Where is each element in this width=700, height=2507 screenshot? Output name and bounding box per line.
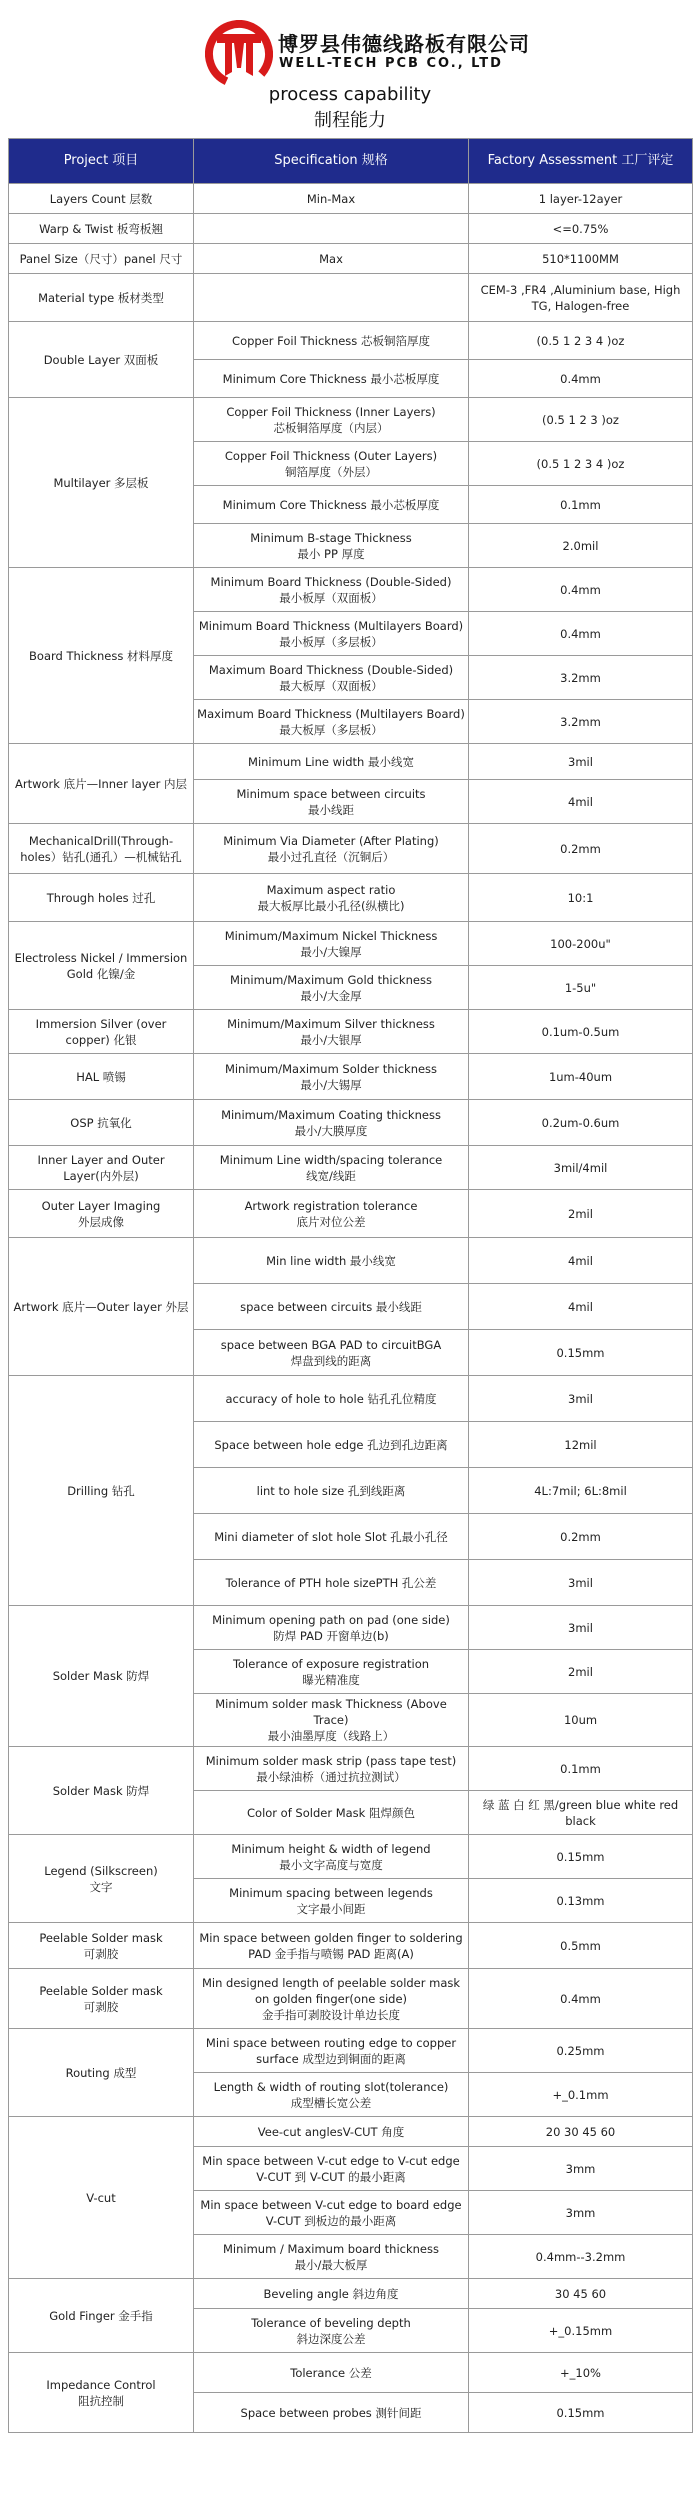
specification-cell: Mini diameter of slot hole Slot 孔最小孔径 xyxy=(194,1514,469,1560)
project-cell: Warp & Twist 板弯板翘 xyxy=(9,214,194,244)
assessment-cell: 0.4mm--3.2mm xyxy=(469,2235,693,2279)
assessment-cell: 3.2mm xyxy=(469,700,693,744)
project-cell: Through holes 过孔 xyxy=(9,874,194,922)
assessment-cell: (0.5 1 2 3 4 )oz xyxy=(469,442,693,486)
specification-cell: Vee-cut anglesV-CUT 角度 xyxy=(194,2117,469,2147)
table-row xyxy=(9,2279,693,2309)
assessment-cell: 510*1100MM xyxy=(469,244,693,274)
assessment-cell: 3mil xyxy=(469,1560,693,1606)
specification-cell: Minimum B-stage Thickness 最小 PP 厚度 xyxy=(194,524,469,568)
assessment-cell: 4L:7mil; 6L:8mil xyxy=(469,1468,693,1514)
specification-cell: Max xyxy=(194,244,469,274)
table-row xyxy=(9,568,693,612)
project-cell: Artwork 底片—Outer layer 外层 xyxy=(9,1238,194,1376)
table-row xyxy=(9,1146,693,1190)
header-assessment: Factory Assessment 工厂评定 xyxy=(469,139,693,184)
project-cell: Impedance Control 阻抗控制 xyxy=(9,2353,194,2433)
project-cell: V-cut xyxy=(9,2117,194,2279)
table-row xyxy=(9,214,693,244)
project-cell: OSP 抗氧化 xyxy=(9,1100,194,1146)
assessment-cell: 1 layer-12ayer xyxy=(469,184,693,214)
specification-cell: Color of Solder Mask 阻焊颜色 xyxy=(194,1791,469,1835)
project-cell: Panel Size（尺寸）panel 尺寸 xyxy=(9,244,194,274)
project-cell: Layers Count 层数 xyxy=(9,184,194,214)
table-row xyxy=(9,874,693,922)
project-cell: Material type 板材类型 xyxy=(9,274,194,322)
assessment-cell: 绿 蓝 白 红 黑/green blue white red black xyxy=(469,1791,693,1835)
assessment-cell: +_0.15mm xyxy=(469,2309,693,2353)
specification-cell: Tolerance of beveling depth 斜边深度公差 xyxy=(194,2309,469,2353)
project-cell: Legend (Silkscreen) 文字 xyxy=(9,1835,194,1923)
assessment-cell: 0.4mm xyxy=(469,1969,693,2029)
table-row xyxy=(9,1100,693,1146)
specification-cell: Minimum Via Diameter (After Plating) 最小过孔直径（沉铜后） xyxy=(194,824,469,874)
specification-cell: space between circuits 最小线距 xyxy=(194,1284,469,1330)
assessment-cell: 3mm xyxy=(469,2191,693,2235)
table-row xyxy=(9,1923,693,1969)
assessment-cell: 1um-40um xyxy=(469,1054,693,1100)
company-logo-icon xyxy=(205,20,273,88)
table-row xyxy=(9,1747,693,1791)
table-row xyxy=(9,824,693,874)
company-name-en: WELL-TECH PCB CO., LTD xyxy=(279,56,503,71)
assessment-cell: 3mm xyxy=(469,2147,693,2191)
specification-cell: Maximum aspect ratio 最大板厚比最小孔径(纵横比) xyxy=(194,874,469,922)
specification-cell xyxy=(194,274,469,322)
assessment-cell: 4mil xyxy=(469,1238,693,1284)
assessment-cell: 0.1mm xyxy=(469,1747,693,1791)
specification-cell: Copper Foil Thickness (Inner Layers) 芯板铜箔厚度（内层） xyxy=(194,398,469,442)
specification-cell: Minimum/Maximum Silver thickness 最小/大银厚 xyxy=(194,1010,469,1054)
assessment-cell: 0.15mm xyxy=(469,1835,693,1879)
assessment-cell: 0.2mm xyxy=(469,824,693,874)
specification-cell: Minimum solder mask Thickness (Above Trace) 最小油墨厚度（线路上） xyxy=(194,1694,469,1747)
specification-cell: Min-Max xyxy=(194,184,469,214)
assessment-cell: 2mil xyxy=(469,1650,693,1694)
specification-cell: Min line width 最小线宽 xyxy=(194,1238,469,1284)
specification-cell: accuracy of hole to hole 钻孔孔位精度 xyxy=(194,1376,469,1422)
specification-cell: Space between hole edge 孔边到孔边距离 xyxy=(194,1422,469,1468)
specification-cell: Minimum solder mask strip (pass tape test) 最小绿油桥（通过抗拉测试） xyxy=(194,1747,469,1791)
assessment-cell: 0.4mm xyxy=(469,568,693,612)
table-row xyxy=(9,1010,693,1054)
specification-cell xyxy=(194,214,469,244)
assessment-cell: <=0.75% xyxy=(469,214,693,244)
table-row xyxy=(9,398,693,442)
specification-cell: Minimum Line width 最小线宽 xyxy=(194,744,469,780)
specification-cell: Maximum Board Thickness (Double-Sided) 最大板厚（双面板） xyxy=(194,656,469,700)
assessment-cell: 0.15mm xyxy=(469,2393,693,2433)
assessment-cell: 0.2um-0.6um xyxy=(469,1100,693,1146)
specification-cell: Beveling angle 斜边角度 xyxy=(194,2279,469,2309)
assessment-cell: 4mil xyxy=(469,1284,693,1330)
table-row xyxy=(9,1969,693,2029)
table-row xyxy=(9,1376,693,1422)
table-row xyxy=(9,244,693,274)
project-cell: Drilling 钻孔 xyxy=(9,1376,194,1606)
assessment-cell: 0.1um-0.5um xyxy=(469,1010,693,1054)
assessment-cell: 100-200u" xyxy=(469,922,693,966)
project-cell: Peelable Solder mask 可剥胶 xyxy=(9,1969,194,2029)
page-title-en: process capability xyxy=(268,84,432,105)
table-row xyxy=(9,1054,693,1100)
assessment-cell: 0.1mm xyxy=(469,486,693,524)
page-title-cn: 制程能力 xyxy=(314,110,386,131)
specification-cell: Min space between V-cut edge to board edge V-CUT 到板边的最小距离 xyxy=(194,2191,469,2235)
assessment-cell: 20 30 45 60 xyxy=(469,2117,693,2147)
table-row xyxy=(9,744,693,780)
assessment-cell: 10:1 xyxy=(469,874,693,922)
assessment-cell: 3mil/4mil xyxy=(469,1146,693,1190)
specification-cell: Minimum Line width/spacing tolerance 线宽/线距 xyxy=(194,1146,469,1190)
table-row xyxy=(9,1238,693,1284)
assessment-cell: (0.5 1 2 3 4 )oz xyxy=(469,322,693,360)
project-cell: Board Thickness 材料厚度 xyxy=(9,568,194,744)
table-row xyxy=(9,184,693,214)
project-cell: Routing 成型 xyxy=(9,2029,194,2117)
assessment-cell: 3.2mm xyxy=(469,656,693,700)
specification-cell: Length & width of routing slot(tolerance) 成型槽长宽公差 xyxy=(194,2073,469,2117)
table-body xyxy=(9,184,693,2433)
table-row xyxy=(9,922,693,966)
specification-cell: Copper Foil Thickness (Outer Layers) 铜箔厚度（外层） xyxy=(194,442,469,486)
capability-table xyxy=(8,138,693,2433)
assessment-cell: 0.25mm xyxy=(469,2029,693,2073)
project-cell: Solder Mask 防焊 xyxy=(9,1606,194,1747)
specification-cell: Minimum opening path on pad (one side) 防焊 PAD 开窗单边(b) xyxy=(194,1606,469,1650)
project-cell: Double Layer 双面板 xyxy=(9,322,194,398)
table-row xyxy=(9,2029,693,2073)
specification-cell: Minimum/Maximum Coating thickness 最小/大膜厚度 xyxy=(194,1100,469,1146)
specification-cell: Minimum space between circuits 最小线距 xyxy=(194,780,469,824)
assessment-cell: 0.15mm xyxy=(469,1330,693,1376)
assessment-cell: 0.5mm xyxy=(469,1923,693,1969)
assessment-cell: 10um xyxy=(469,1694,693,1747)
specification-cell: Artwork registration tolerance 底片对位公差 xyxy=(194,1190,469,1238)
project-cell: Solder Mask 防焊 xyxy=(9,1747,194,1835)
table-row xyxy=(9,2353,693,2393)
specification-cell: lint to hole size 孔到线距离 xyxy=(194,1468,469,1514)
table-row xyxy=(9,1190,693,1238)
table-row xyxy=(9,1835,693,1879)
specification-cell: Min designed length of peelable solder mask on golden finger(one side) 金手指可剥胶设计单边长度 xyxy=(194,1969,469,2029)
assessment-cell: 2mil xyxy=(469,1190,693,1238)
assessment-cell: 1-5u" xyxy=(469,966,693,1010)
project-cell: Immersion Silver (over copper) 化银 xyxy=(9,1010,194,1054)
specification-cell: Tolerance 公差 xyxy=(194,2353,469,2393)
project-cell: Multilayer 多层板 xyxy=(9,398,194,568)
assessment-cell: 0.2mm xyxy=(469,1514,693,1560)
assessment-cell: 0.13mm xyxy=(469,1879,693,1923)
specification-cell: Min space between V-cut edge to V-cut edge V-CUT 到 V-CUT 的最小距离 xyxy=(194,2147,469,2191)
specification-cell: Mini space between routing edge to copper surface 成型边到铜面的距离 xyxy=(194,2029,469,2073)
specification-cell: Tolerance of PTH hole sizePTH 孔公差 xyxy=(194,1560,469,1606)
specification-cell: Minimum height & width of legend 最小文字高度与宽度 xyxy=(194,1835,469,1879)
assessment-cell: 3mil xyxy=(469,744,693,780)
table-row xyxy=(9,274,693,322)
specification-cell: Min space between golden finger to soldering PAD 金手指与喷锡 PAD 距离(A) xyxy=(194,1923,469,1969)
assessment-cell: (0.5 1 2 3 )oz xyxy=(469,398,693,442)
assessment-cell: 0.4mm xyxy=(469,612,693,656)
assessment-cell: 2.0mil xyxy=(469,524,693,568)
project-cell: Outer Layer Imaging 外层成像 xyxy=(9,1190,194,1238)
assessment-cell: +_10% xyxy=(469,2353,693,2393)
specification-cell: Minimum/Maximum Gold thickness 最小/大金厚 xyxy=(194,966,469,1010)
assessment-cell: 3mil xyxy=(469,1376,693,1422)
project-cell: Electroless Nickel / Immersion Gold 化镍/金 xyxy=(9,922,194,1010)
table-row xyxy=(9,1606,693,1650)
specification-cell: Copper Foil Thickness 芯板铜箔厚度 xyxy=(194,322,469,360)
specification-cell: Minimum Core Thickness 最小芯板厚度 xyxy=(194,486,469,524)
project-cell: MechanicalDrill(Through-holes）钻孔(通孔）—机械钻孔 xyxy=(9,824,194,874)
table-header-row xyxy=(9,139,693,184)
specification-cell: Minimum/Maximum Solder thickness 最小/大锡厚 xyxy=(194,1054,469,1100)
specification-cell: Minimum / Maximum board thickness 最小/最大板厚 xyxy=(194,2235,469,2279)
assessment-cell: +_0.1mm xyxy=(469,2073,693,2117)
assessment-cell: 30 45 60 xyxy=(469,2279,693,2309)
assessment-cell: CEM-3 ,FR4 ,Aluminium base, High TG, Halogen-free xyxy=(469,274,693,322)
specification-cell: Minimum Board Thickness (Multilayers Board) 最小板厚（多层板） xyxy=(194,612,469,656)
page-header xyxy=(0,0,700,138)
project-cell: Peelable Solder mask 可剥胶 xyxy=(9,1923,194,1969)
assessment-cell: 4mil xyxy=(469,780,693,824)
specification-cell: Tolerance of exposure registration 曝光精准度 xyxy=(194,1650,469,1694)
assessment-cell: 0.4mm xyxy=(469,360,693,398)
specification-cell: Minimum Board Thickness (Double-Sided) 最小板厚（双面板） xyxy=(194,568,469,612)
specification-cell: Minimum spacing between legends 文字最小间距 xyxy=(194,1879,469,1923)
project-cell: Inner Layer and Outer Layer(内外层) xyxy=(9,1146,194,1190)
project-cell: Artwork 底片—Inner layer 内层 xyxy=(9,744,194,824)
table-row xyxy=(9,2117,693,2147)
project-cell: Gold Finger 金手指 xyxy=(9,2279,194,2353)
specification-cell: Maximum Board Thickness (Multilayers Board) 最大板厚（多层板） xyxy=(194,700,469,744)
header-project: Project 项目 xyxy=(9,139,194,184)
table-row xyxy=(9,322,693,360)
specification-cell: space between BGA PAD to circuitBGA 焊盘到线的距离 xyxy=(194,1330,469,1376)
assessment-cell: 12mil xyxy=(469,1422,693,1468)
company-name-cn: 博罗县伟德线路板有限公司 xyxy=(278,32,530,56)
project-cell: HAL 喷锡 xyxy=(9,1054,194,1100)
assessment-cell: 3mil xyxy=(469,1606,693,1650)
specification-cell: Minimum/Maximum Nickel Thickness 最小/大镍厚 xyxy=(194,922,469,966)
specification-cell: Minimum Core Thickness 最小芯板厚度 xyxy=(194,360,469,398)
header-specification: Specification 规格 xyxy=(194,139,469,184)
specification-cell: Space between probes 测针间距 xyxy=(194,2393,469,2433)
